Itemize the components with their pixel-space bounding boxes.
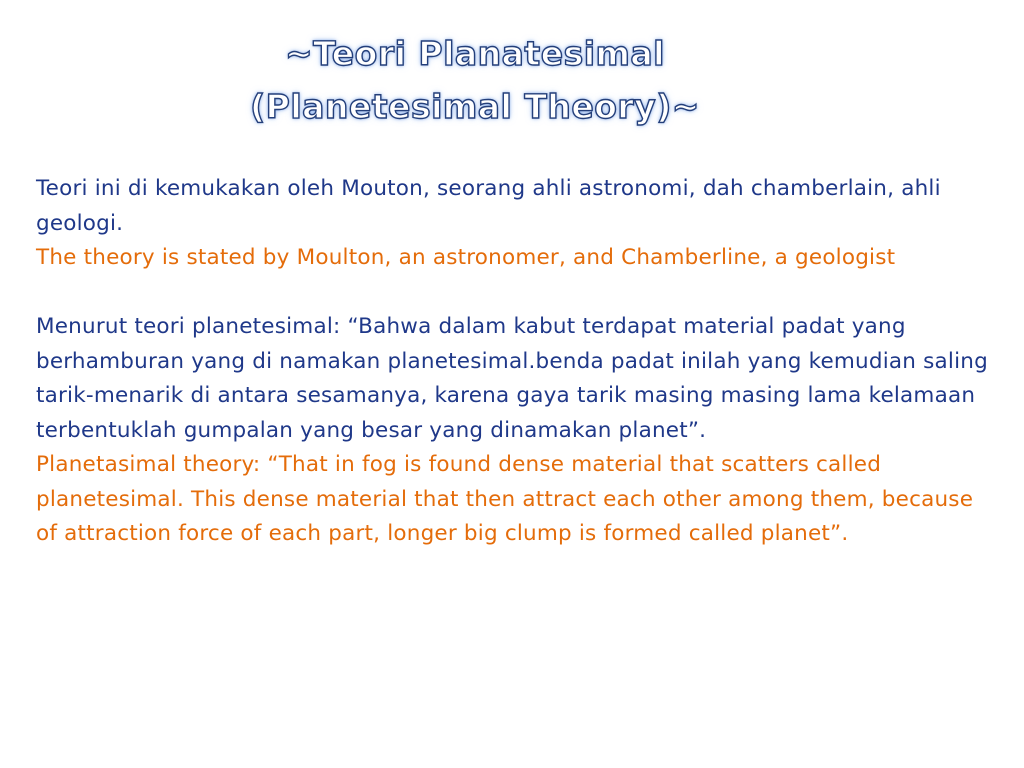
theory-english: Planetasimal theory: “That in fog is found dense material that scatters called planetesimal. This dense material that then attract each other among them, because of attraction force of each part, longer big clump is formed called planet”. bbox=[36, 452, 974, 546]
slide-title bbox=[0, 28, 950, 134]
slide-body bbox=[36, 172, 996, 552]
paragraph-spacer bbox=[36, 276, 996, 311]
theory-indonesian: Menurut teori planetesimal: “Bahwa dalam kabut terdapat material padat yang berhamburan yang di namakan planetesimal.benda padat inilah yang kemudian saling tarik-menarik di antara sesamanya, karena gaya tarik masing masing lama kelamaan terbentuklah gumpalan yang besar yang dinamakan planet”. bbox=[36, 314, 988, 443]
title-line-1: ~Teori Planatesimal bbox=[284, 34, 665, 73]
intro-english: The theory is stated by Moulton, an astronomer, and Chamberline, a geologist bbox=[36, 245, 896, 270]
intro-indonesian: Teori ini di kemukakan oleh Mouton, seorang ahli astronomi, dah chamberlain, ahli geologi. bbox=[36, 176, 941, 236]
title-line-2: (Planetesimal Theory)~ bbox=[250, 86, 700, 126]
